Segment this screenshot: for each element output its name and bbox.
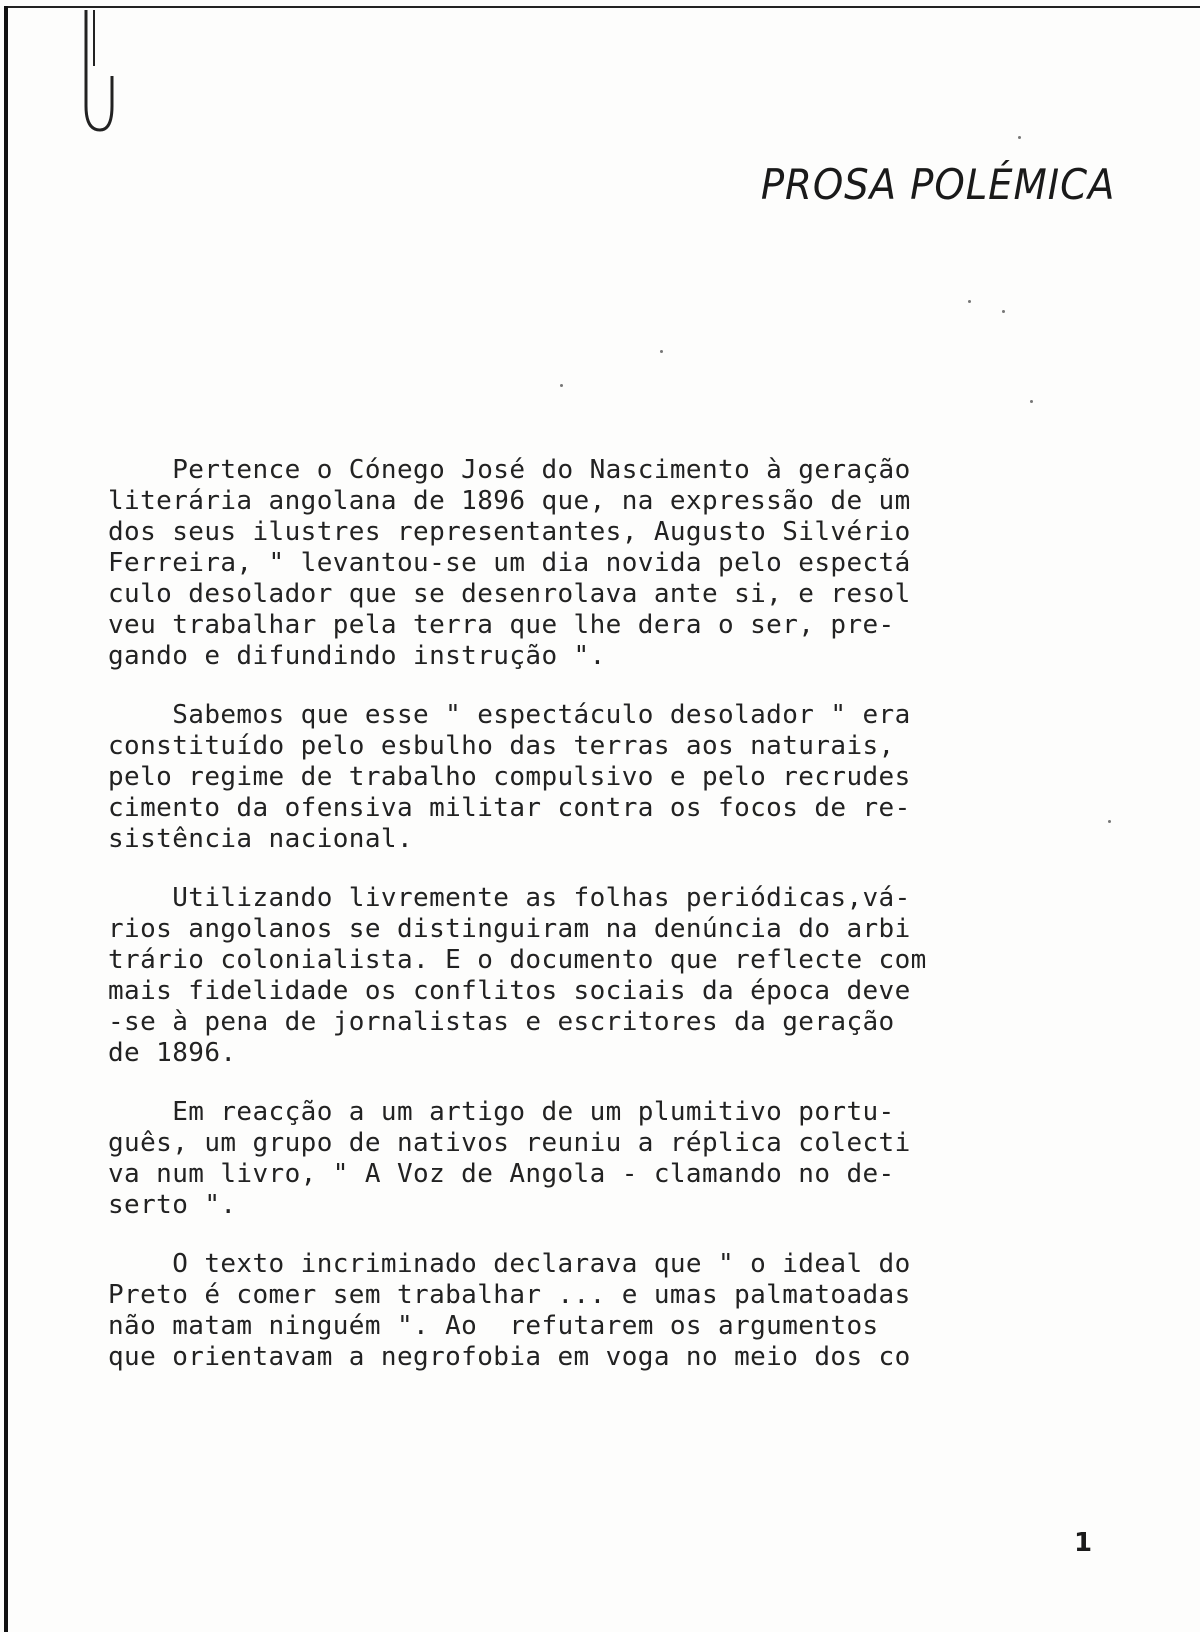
page-number: 1 xyxy=(1074,1528,1093,1558)
paragraph xyxy=(108,700,1108,855)
scan-speck xyxy=(660,350,663,353)
text-line: va num livro, " A Voz de Angola - clamando no de- xyxy=(108,1159,895,1189)
text-line: mais fidelidade os conflitos sociais da época deve xyxy=(108,976,911,1006)
text-line: Sabemos que esse " espectáculo desolador " era xyxy=(108,700,911,730)
text-line: trário colonialista. E o documento que reflecte com xyxy=(108,945,927,975)
document-body xyxy=(108,455,1108,1401)
text-line: que orientavam a negrofobia em voga no meio dos co xyxy=(108,1342,911,1372)
text-line: Em reacção a um artigo de um plumitivo portu- xyxy=(108,1097,895,1127)
scan-speck xyxy=(1108,820,1111,823)
scan-speck xyxy=(968,300,971,303)
paper-clip-icon xyxy=(72,6,120,136)
text-line: não matam ninguém ". Ao refutarem os argumentos xyxy=(108,1311,879,1341)
text-line: cimento da ofensiva militar contra os focos de re- xyxy=(108,793,911,823)
text-line: gando e difundindo instrução ". xyxy=(108,641,606,671)
document-title: PROSA POLÉMICA xyxy=(760,160,1115,209)
text-line: sistência nacional. xyxy=(108,824,414,854)
text-line: Ferreira, " levantou-se um dia novida pelo espectá xyxy=(108,548,911,578)
text-line: constituído pelo esbulho das terras aos naturais, xyxy=(108,731,895,761)
text-line: dos seus ilustres representantes, Augusto Silvério xyxy=(108,517,911,547)
text-line: serto ". xyxy=(108,1190,237,1220)
page-top-edge xyxy=(6,6,1200,8)
text-line: Preto é comer sem trabalhar ... e umas palmatoadas xyxy=(108,1280,911,1310)
text-line: veu trabalhar pela terra que lhe dera o ser, pre- xyxy=(108,610,895,640)
text-line: de 1896. xyxy=(108,1038,237,1068)
text-line: literária angolana de 1896 que, na expressão de um xyxy=(108,486,911,516)
text-line: -se à pena de jornalistas e escritores da geração xyxy=(108,1007,895,1037)
scan-speck xyxy=(1018,136,1021,139)
text-line: Pertence o Cónego José do Nascimento à geração xyxy=(108,455,911,485)
page-left-edge xyxy=(4,6,8,1632)
paragraph xyxy=(108,455,1108,672)
text-line: rios angolanos se distinguiram na denúncia do arbi xyxy=(108,914,911,944)
text-line: guês, um grupo de nativos reuniu a réplica colecti xyxy=(108,1128,911,1158)
paragraph xyxy=(108,1097,1108,1221)
scan-speck xyxy=(1002,310,1005,313)
text-line: O texto incriminado declarava que " o ideal do xyxy=(108,1249,911,1279)
text-line: culo desolador que se desenrolava ante si, e resol xyxy=(108,579,911,609)
text-line: Utilizando livremente as folhas periódicas,vá- xyxy=(108,883,911,913)
paragraph xyxy=(108,1249,1108,1373)
text-line: pelo regime de trabalho compulsivo e pelo recrudes xyxy=(108,762,911,792)
scan-speck xyxy=(560,384,563,387)
scan-speck xyxy=(1030,400,1033,403)
paragraph xyxy=(108,883,1108,1069)
